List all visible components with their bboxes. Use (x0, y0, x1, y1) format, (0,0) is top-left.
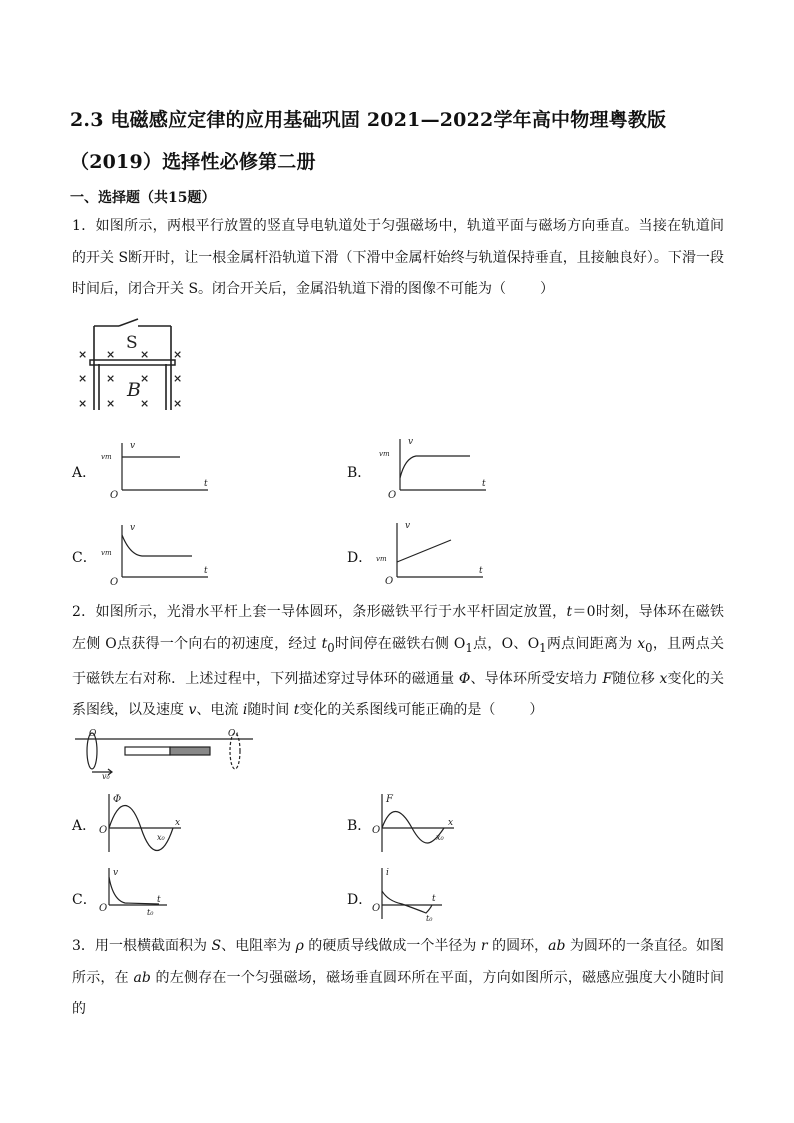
q1a-y-label: v (130, 441, 136, 451)
q1a-level-label: vm (101, 453, 112, 461)
svg-text:vm: vm (101, 549, 112, 557)
svg-text:t: t (482, 479, 486, 489)
svg-text:t₀: t₀ (147, 908, 154, 917)
svg-text:v: v (113, 868, 119, 878)
svg-text:vm: vm (379, 450, 390, 458)
svg-text:vm: vm (376, 555, 387, 563)
q1-option-b-label[interactable]: B． (347, 465, 372, 481)
svg-text:v: v (130, 523, 136, 533)
document-title-line2: （2019）选择性必修第二册 (70, 151, 316, 173)
cross-mark: × (106, 372, 116, 385)
svg-text:t: t (204, 566, 208, 576)
q2-option-c-graph (97, 865, 171, 923)
q1-option-a-graph (100, 440, 212, 501)
q1-option-b-graph (378, 436, 490, 501)
q2-option-b-graph (370, 790, 458, 854)
q1-option-d-label[interactable]: D． (347, 550, 373, 566)
q2-option-c-label[interactable]: C． (72, 892, 97, 908)
section-heading: 一、选择题（共15题） (70, 190, 216, 206)
q2-v0-label: v₀ (102, 772, 110, 781)
q2-option-d-graph (370, 865, 446, 923)
q2-point-o: O (89, 729, 97, 739)
svg-text:t: t (479, 566, 483, 576)
cross-mark: × (140, 397, 150, 410)
cross-mark: × (140, 372, 150, 385)
cross-mark: × (173, 372, 183, 385)
q2-option-a-label[interactable]: A． (72, 818, 97, 834)
q1a-origin-label: O (110, 490, 119, 501)
svg-text:O: O (388, 490, 397, 501)
cross-mark: × (78, 397, 88, 410)
cross-mark: × (106, 397, 116, 410)
question-1-text: 1．如图所示，两根平行放置的竖直导电轨道处于匀强磁场中，轨道平面与磁场方向垂直。当接在轨道间的开关 S断开时，让一根金属杆沿轨道下滑（下滑中金属杆始终与轨道保持垂直，且接触良好）。下滑一段时间后，闭合开关 S。闭合开关后，金属沿轨道下滑的图像不可能为（ ） (72, 218, 724, 297)
svg-text:x₀: x₀ (436, 833, 444, 842)
svg-text:t: t (157, 895, 161, 905)
cross-mark: × (173, 348, 183, 361)
question-2-text: 2．如图所示，光滑水平杆上套一导体圆环，条形磁铁平行于水平杆固定放置，t＝0时刻，导体环在磁铁左侧 O点获得一个向右的初速度，经过 $t_0$时间停在磁铁右侧 $O_1$点，O、$O_1$两点间距离为 $x_0$，且两点关于磁铁左右对称．上述过程中，下列描述穿过导体环的磁通量 Φ、导体环所受安培力 F随位移 x变化的关系图线，以及速度 v、电流 i随时间 t变化的关系图线可能正确的是（ ） (72, 604, 725, 719)
svg-text:i: i (386, 868, 389, 878)
svg-text:Φ: Φ (113, 794, 122, 805)
svg-text:O: O (372, 825, 381, 836)
q1-option-c-graph (100, 522, 212, 588)
q2-option-b-label[interactable]: B． (347, 818, 372, 834)
q1-option-a-label[interactable]: A． (72, 465, 97, 481)
svg-text:x₀: x₀ (157, 833, 165, 842)
cross-mark: × (106, 348, 116, 361)
cross-mark: × (140, 348, 150, 361)
svg-text:F: F (386, 794, 393, 805)
q2-rod-magnet-figure (73, 725, 255, 779)
q1-circuit-figure (72, 318, 192, 413)
q1-switch-label: S (126, 333, 138, 353)
q1-option-d-graph (375, 520, 487, 587)
svg-text:x: x (175, 818, 181, 828)
svg-text:v: v (408, 437, 414, 447)
svg-text:O: O (99, 825, 108, 836)
svg-text:O: O (372, 903, 381, 914)
svg-text:x: x (448, 818, 454, 828)
cross-mark: × (78, 348, 88, 361)
q1-field-label: B (127, 379, 141, 401)
q2-point-o1: O₁ (228, 729, 239, 739)
cross-mark: × (78, 372, 88, 385)
svg-text:O: O (110, 577, 119, 588)
document-title-line1: 2.3 电磁感应定律的应用基础巩固 2021—2022学年高中物理粤教版 (70, 109, 667, 131)
q2-option-d-label[interactable]: D． (347, 892, 373, 908)
question-3-text: 3．用一根横截面积为 S、电阻率为 ρ 的硬质导线做成一个半径为 r 的圆环，ab 为圆环的一条直径。如图所示，在 ab 的左侧存在一个匀强磁场，磁场垂直圆环所在平面，方向如图所示，磁感应强度大小随时间的 (72, 938, 725, 1017)
q1-option-c-label[interactable]: C． (72, 550, 97, 566)
q1a-x-label: t (204, 479, 208, 489)
svg-text:O: O (385, 576, 394, 587)
svg-text:t₀: t₀ (426, 914, 433, 923)
svg-text:O: O (99, 903, 108, 914)
cross-mark: × (173, 397, 183, 410)
svg-text:t: t (432, 894, 436, 904)
q2-option-a-graph (97, 790, 185, 854)
svg-text:v: v (405, 521, 411, 531)
